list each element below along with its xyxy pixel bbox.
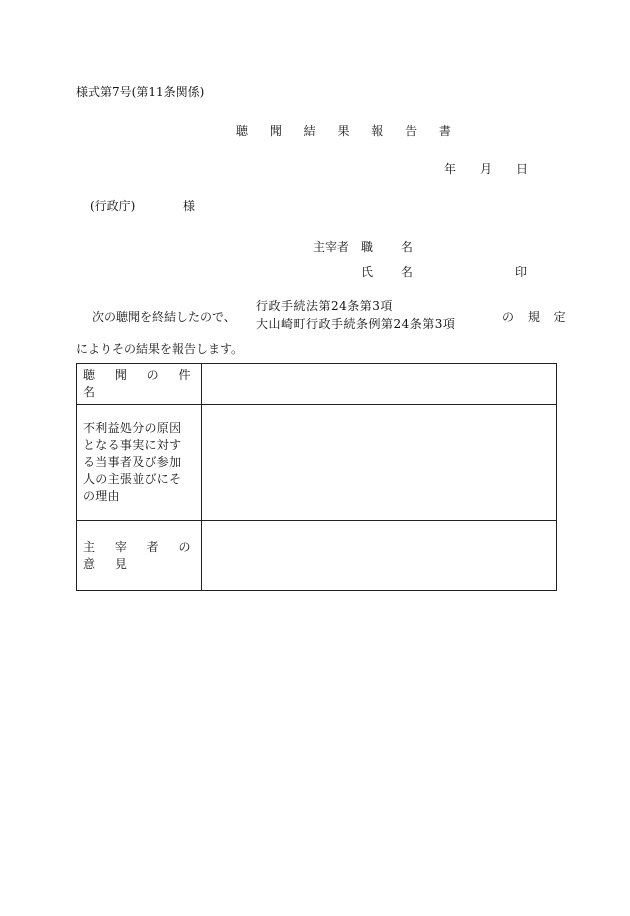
addressee-honorific: 様	[183, 199, 196, 213]
claims-value	[202, 405, 557, 521]
body-lead-text: 次の聴聞を終結したので、	[92, 310, 236, 324]
date-month-label: 月	[480, 162, 493, 176]
presider-post-label: 職 名	[361, 240, 425, 254]
form-number: 様式第7号(第11条関係)	[76, 85, 205, 99]
hearing-subject-value	[202, 364, 557, 405]
law-reference-town: 大山崎町行政手続条例第24条第3項	[256, 317, 456, 331]
claims-label	[77, 405, 202, 521]
presider-opinion-value	[202, 521, 557, 591]
claims-label-text: 不利益処分の原因となる事実に対する当事者及び参加人の主張並びにその理由	[83, 421, 182, 503]
date-day-label: 日	[516, 162, 529, 176]
body-tail-text: によりその結果を報告します。	[76, 342, 244, 356]
date-year-label: 年	[444, 162, 457, 176]
seal-label: 印	[515, 265, 528, 279]
report-table	[76, 363, 557, 591]
body-provision-text: の 規 定	[502, 310, 571, 324]
presider-opinion-label-text: 主 宰 者 の 意 見	[83, 539, 199, 571]
document-title: 聴 聞 結 果 報 告 書	[236, 124, 460, 138]
table-row-hearing-subject	[77, 364, 557, 405]
hearing-subject-label-text: 聴 聞 の 件 名	[83, 368, 199, 399]
hearing-subject-label	[77, 364, 202, 405]
law-reference-national: 行政手続法第24条第3項	[256, 299, 393, 313]
presider-role-label: 主宰者	[313, 240, 350, 254]
addressee-agency: (行政庁)	[90, 199, 136, 213]
presider-name-label: 氏 名	[361, 265, 425, 279]
table-row-claims	[77, 405, 557, 521]
presider-opinion-label	[77, 521, 202, 591]
table-row-presider-opinion	[77, 521, 557, 591]
